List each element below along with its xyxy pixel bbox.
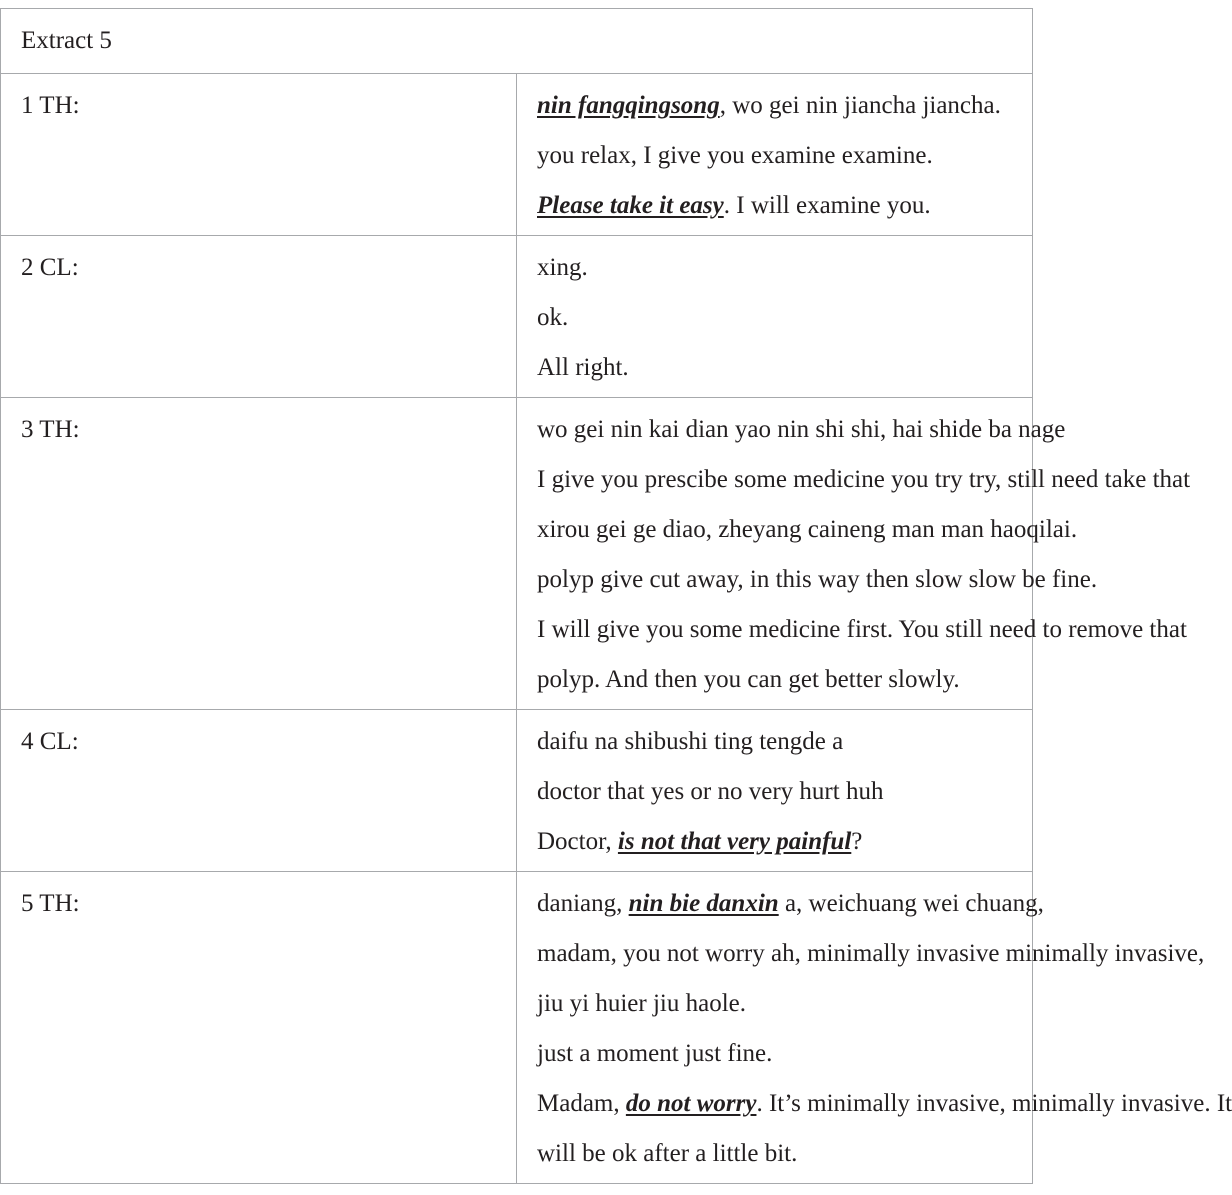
speaker-label: 1 TH: (1, 74, 517, 236)
title-row (1, 9, 1033, 74)
utterance-text: a, weichuang wei chuang, (778, 890, 1044, 917)
utterance-text: just a moment just fine. (537, 1040, 773, 1067)
utterance-cell (517, 872, 1232, 1184)
turn-row (1, 74, 1033, 236)
utterance-text: you relax, I give you examine examine. (537, 142, 933, 169)
utterance-line (537, 929, 1205, 979)
utterance-line (537, 1029, 1032, 1079)
utterance-line (537, 181, 1032, 231)
utterance-line (537, 455, 1191, 505)
utterance-text: wo gei nin kai dian yao nin shi shi, hai shide ba nage (537, 416, 1066, 443)
extract-table (0, 8, 1232, 1184)
utterance-line (537, 605, 1187, 655)
emphasized-phrase: do not worry (625, 1090, 757, 1117)
utterance-line (537, 405, 1066, 455)
utterance-text: daniang, (537, 890, 629, 917)
utterance-text: xing. (537, 254, 588, 281)
utterance-text: polyp. And then you can get better slowly. (537, 666, 960, 693)
utterance-cell (517, 710, 1033, 872)
utterance-text: Madam, (537, 1090, 626, 1117)
utterance-text: I give you prescibe some medicine you try try, still need take that (537, 466, 1191, 493)
utterance-line (537, 293, 1032, 343)
utterance-line (537, 1129, 1032, 1179)
utterance-text: xirou gei ge diao, zheyang caineng man man haoqilai. (537, 516, 1078, 543)
turn-row (1, 872, 1033, 1184)
utterance-cell (517, 236, 1033, 398)
utterance-line (537, 879, 1044, 929)
utterance-line (537, 817, 1032, 867)
emphasized-phrase: nin bie danxin (628, 890, 779, 917)
utterance-text: polyp give cut away, in this way then slow slow be fine. (537, 566, 1098, 593)
emphasized-phrase: Please take it easy (537, 192, 724, 219)
extract-title: Extract 5 (1, 9, 1033, 74)
utterance-text: ? (851, 828, 863, 855)
utterance-cell (517, 398, 1191, 710)
utterance-text: doctor that yes or no very hurt huh (537, 778, 884, 805)
turn-row (1, 398, 1033, 710)
speaker-label: 3 TH: (1, 398, 517, 710)
utterance-text: madam, you not worry ah, minimally invasive minimally invasive, (537, 940, 1205, 967)
utterance-line (537, 81, 1032, 131)
utterance-text: ok. (537, 304, 569, 331)
utterance-line (537, 1079, 1232, 1129)
turn-row (1, 710, 1033, 872)
utterance-text: will be ok after a little bit. (537, 1140, 798, 1167)
utterance-text: , wo gei nin jiancha jiancha. (719, 92, 1001, 119)
utterance-cell (517, 74, 1033, 236)
speaker-label: 5 TH: (1, 872, 517, 1184)
emphasized-phrase: nin fangqingsong (537, 92, 720, 119)
utterance-line (537, 505, 1078, 555)
utterance-text: daifu na shibushi ting tengde a (537, 728, 844, 755)
utterance-line (537, 717, 1032, 767)
utterance-line (537, 555, 1098, 605)
utterance-text: I will give you some medicine first. You still need to remove that (537, 616, 1187, 643)
utterance-text: . It’s minimally invasive, minimally invasive. It (756, 1090, 1232, 1117)
utterance-text: . I will examine you. (723, 192, 931, 219)
speaker-label: 2 CL: (1, 236, 517, 398)
utterance-line (537, 131, 1032, 181)
utterance-line (537, 243, 1032, 293)
utterance-line (537, 343, 1032, 393)
utterance-line (537, 655, 1032, 705)
utterance-text: jiu yi huier jiu haole. (537, 990, 746, 1017)
utterance-text: Doctor, (537, 828, 618, 855)
speaker-label: 4 CL: (1, 710, 517, 872)
utterance-line (537, 979, 1032, 1029)
utterance-text: All right. (537, 354, 629, 381)
utterance-line (537, 767, 1032, 817)
turn-row (1, 236, 1033, 398)
table-body (1, 9, 1232, 1184)
emphasized-phrase: is not that very painful (617, 828, 852, 855)
